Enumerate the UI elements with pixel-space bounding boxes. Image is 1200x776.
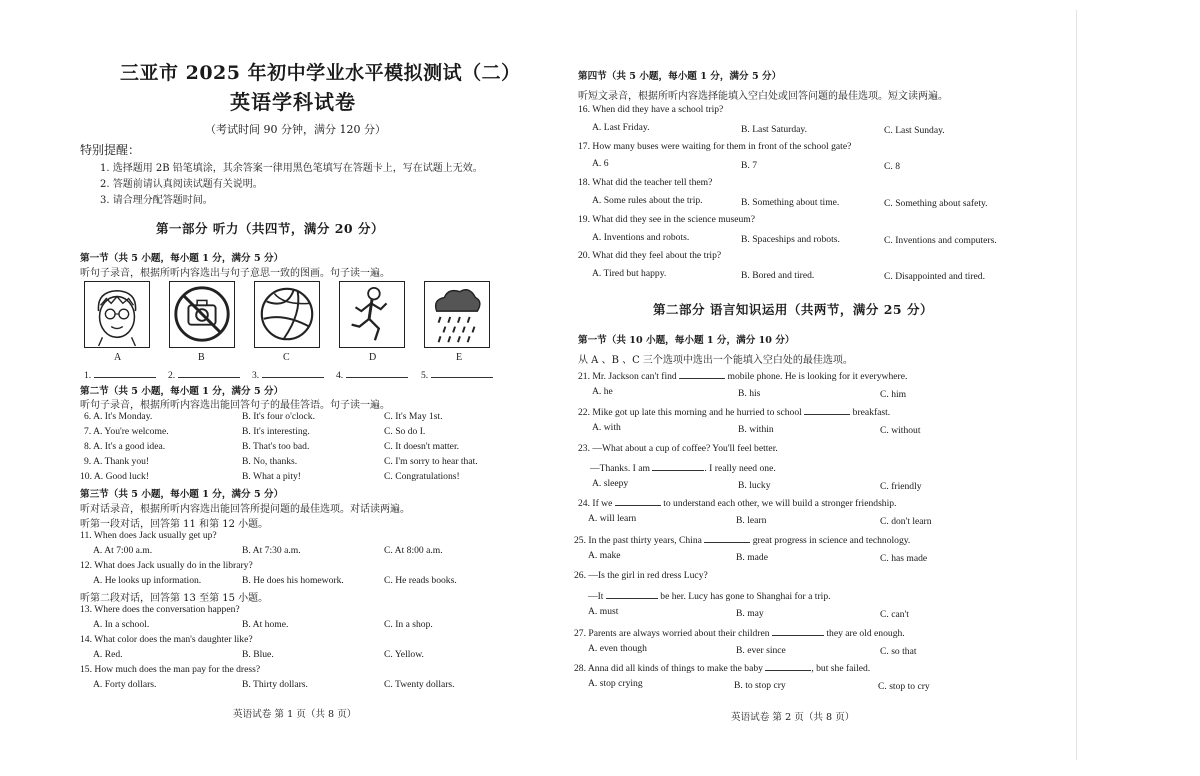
question-18: 18. What did the teacher tell them? [578,177,713,188]
option-c[interactable]: C. 8 [884,161,900,172]
answer-blank[interactable] [679,369,725,379]
option-b[interactable]: B. Last Saturday. [741,124,807,135]
answer-blank[interactable] [704,533,750,543]
option-a[interactable]: A. 6 [592,158,609,169]
option-b[interactable]: B. He does his homework. [242,575,344,586]
answer-blank-3[interactable] [252,368,324,381]
option-b[interactable]: B. No, thanks. [242,456,298,467]
option-b[interactable]: B. learn [736,515,767,526]
option-a[interactable]: A. must [588,606,619,617]
scan-edge [1076,10,1077,760]
answer-blank[interactable] [772,626,824,636]
option-a[interactable]: A. even though [588,643,647,654]
section-instruction: 听短文录音，根据所听内容选择能填入空白处或回答问题的最佳选项。短文读两遍。 [578,91,948,102]
option-b[interactable]: B. may [736,608,764,619]
section-head: 第一节（共 5 小题，每小题 1 分，满分 5 分） [80,253,284,264]
option-c[interactable]: C. has made [880,553,928,564]
option-a[interactable]: A. Red. [93,649,123,660]
notice-item: 1. 选择题用 2B 铅笔填涂，其余答案一律用黑色笔填写在答题卡上，写在试题上无效。 [100,163,483,174]
boy-with-glasses-icon [85,282,149,347]
dialogue-note: 听第一段对话，回答第 11 和第 12 小题。 [80,519,269,530]
option-a[interactable]: 7. A. You're welcome. [84,426,169,437]
option-a[interactable]: A. Last Friday. [592,122,650,133]
option-c[interactable]: C. friendly [880,481,922,492]
question-16: 16. When did they have a school trip? [578,104,724,115]
option-b[interactable]: B. At home. [242,619,289,630]
option-b[interactable]: B. ever since [736,645,786,656]
option-a[interactable]: A. make [588,550,621,561]
question-14: 14. What color does the man's daughter like? [80,634,253,645]
question-11: 11. When does Jack usually get up? [80,530,217,541]
question-15: 15. How much does the man pay for the dress? [80,664,261,675]
section-instruction: 听对话录音，根据所听内容选出能回答所提问题的最佳选项。对话读两遍。 [80,504,410,515]
blank-number: 2. [168,370,176,381]
option-a[interactable]: A. will learn [588,513,637,524]
section-instruction: 从 A 、B 、C 三个选项中选出一个能填入空白处的最佳选项。 [578,355,853,366]
option-c[interactable]: C. Disappointed and tired. [884,271,985,282]
question-21: 21. Mr. Jackson can't find mobile phone. He is looking for it everywhere. [578,371,908,382]
option-b[interactable]: B. Bored and tired. [741,270,815,281]
option-c[interactable]: C. Twenty dollars. [384,679,455,690]
option-b[interactable]: B. to stop cry [734,680,786,691]
option-b[interactable]: B. Something about time. [741,197,840,208]
question-27: 27. Parents are always worried about their children they are old enough. [574,628,905,639]
option-b[interactable]: B. within [738,424,774,435]
option-a[interactable]: A. Inventions and robots. [592,232,690,243]
picture-label: B [198,352,205,363]
option-c[interactable]: C. stop to cry [878,681,930,692]
answer-blank-5[interactable] [421,368,493,381]
picture-a [84,281,150,348]
exam-title: 三亚市 2025 年初中学业水平模拟测试（二） [120,62,521,84]
option-c[interactable]: C. It's May 1st. [384,411,443,422]
rain-cloud-icon [425,282,489,347]
question-26: 26. —Is the girl in red dress Lucy? [574,570,708,581]
option-c[interactable]: C. It doesn't matter. [384,441,460,452]
option-b[interactable]: B. lucky [738,480,771,491]
option-a[interactable]: 9. A. Thank you! [84,456,150,467]
question-12: 12. What does Jack usually do in the library? [80,560,253,571]
answer-blank-4[interactable] [336,368,408,381]
option-c[interactable]: C. without [880,425,921,436]
option-b[interactable]: B. What a pity! [242,471,301,482]
page-footer-right: 英语试卷 第 2 页（共 8 页） [731,712,855,723]
dialogue-note: 听第二段对话，回答第 13 至第 15 小题。 [80,593,269,604]
option-c[interactable]: C. At 8:00 a.m. [384,545,443,556]
question-22: 22. Mike got up late this morning and he hurried to school breakfast. [578,407,891,418]
option-a[interactable]: A. Forty dollars. [93,679,157,690]
option-a[interactable]: A. He looks up information. [93,575,202,586]
option-c[interactable]: C. Inventions and computers. [884,235,997,246]
question-23: 23. —What about a cup of coffee? You'll feel better. [578,443,778,454]
option-b[interactable]: B. It's interesting. [242,426,310,437]
option-b[interactable]: B. Thirty dollars. [242,679,308,690]
option-a[interactable]: 6. A. It's Monday. [84,411,153,422]
question-28: 28. Anna did all kinds of things to make the baby , but she failed. [574,663,871,674]
option-c[interactable]: C. don't learn [880,516,932,527]
option-c[interactable]: C. Congratulations! [384,471,460,482]
picture-label: E [456,352,463,363]
blank-number: 1. [84,370,92,381]
running-man-icon [340,282,404,347]
answer-blank[interactable] [606,589,658,599]
question-25: 25. In the past thirty years, China great progress in science and technology. [574,535,911,546]
option-b[interactable]: B. Spaceships and robots. [741,234,840,245]
blank-number: 5. [421,370,429,381]
answer-blank[interactable] [652,461,704,471]
option-c[interactable]: C. So do I. [384,426,426,437]
option-a[interactable]: A. stop crying [588,678,643,689]
answer-blank-1[interactable] [84,368,156,381]
answer-blank-2[interactable] [168,368,240,381]
picture-b [169,281,235,348]
picture-e [424,281,490,348]
answer-blank[interactable] [765,661,811,671]
option-b[interactable]: B. It's four o'clock. [242,411,315,422]
blank-number: 3. [252,370,260,381]
option-a[interactable]: A. In a school. [93,619,150,630]
option-c[interactable]: C. so that [880,646,917,657]
no-camera-icon [170,282,234,347]
answer-blank[interactable] [615,496,661,506]
option-c[interactable]: C. He reads books. [384,575,457,586]
picture-label: C [283,352,290,363]
picture-d [339,281,405,348]
option-a[interactable]: A. Tired but happy. [592,268,667,279]
part2-title: 第二部分 语言知识运用（共两节，满分 25 分） [653,302,933,317]
question-26-reply: —It be her. Lucy has gone to Shanghai for a trip. [588,591,831,602]
option-b[interactable]: B. 7 [741,160,757,171]
question-20: 20. What did they feel about the trip? [578,250,722,261]
notice-heading: 特别提醒： [80,143,141,157]
picture-label: A [114,352,122,363]
answer-blank[interactable] [804,405,850,415]
option-b[interactable]: B. made [736,552,768,563]
option-c[interactable]: C. can't [880,609,909,620]
option-a[interactable]: A. he [592,386,613,397]
question-17: 17. How many buses were waiting for them in front of the school gate? [578,141,852,152]
option-a[interactable]: A. sleepy [592,478,629,489]
question-24: 24. If we to understand each other, we will build a stronger friendship. [578,498,897,509]
notice-item: 3. 请合理分配答题时间。 [100,195,213,206]
option-b[interactable]: B. Blue. [242,649,274,660]
option-c[interactable]: C. Yellow. [384,649,424,660]
option-a[interactable]: 10. A. Good luck! [80,471,150,482]
notice-item: 2. 答题前请认真阅读试题有关说明。 [100,179,263,190]
option-a[interactable]: A. with [592,422,621,433]
question-23-reply: —Thanks. I am . I really need one. [590,463,776,474]
option-c[interactable]: C. Last Sunday. [884,125,945,136]
picture-label: D [369,352,377,363]
option-a[interactable]: A. At 7:00 a.m. [93,545,153,556]
option-c[interactable]: C. I'm sorry to hear that. [384,456,478,467]
section-head: 第二节（共 5 小题，每小题 1 分，满分 5 分） [80,386,284,397]
picture-c [254,281,320,348]
question-13: 13. Where does the conversation happen? [80,604,240,615]
section-head: 第四节（共 5 小题，每小题 1 分，满分 5 分） [578,71,782,82]
section-head: 第三节（共 5 小题，每小题 1 分，满分 5 分） [80,489,284,500]
option-a[interactable]: A. Some rules about the trip. [592,195,703,206]
volleyball-icon [255,282,319,347]
option-b[interactable]: B. At 7:30 a.m. [242,545,301,556]
option-c[interactable]: C. him [880,389,907,400]
option-a[interactable]: 8. A. It's a good idea. [84,441,166,452]
exam-subtitle: 英语学科试卷 [230,90,356,114]
blank-number: 4. [336,370,344,381]
exam-time-note: （考试时间 90 分钟，满分 120 分） [205,123,386,136]
option-b[interactable]: B. That's too bad. [242,441,310,452]
section-head: 第一节（共 10 小题，每小题 1 分，满分 10 分） [578,335,795,346]
option-c[interactable]: C. Something about safety. [884,198,988,209]
question-19: 19. What did they see in the science museum? [578,214,755,225]
section-instruction: 听句子录音，根据所听内容选出能回答句子的最佳答语。句子读一遍。 [80,400,390,411]
part1-title: 第一部分 听力（共四节，满分 20 分） [156,221,384,236]
section-instruction: 听句子录音，根据所听内容选出与句子意思一致的图画。句子读一遍。 [80,268,390,279]
page-footer-left: 英语试卷 第 1 页（共 8 页） [233,709,357,720]
option-c[interactable]: C. In a shop. [384,619,433,630]
option-b[interactable]: B. his [738,388,761,399]
